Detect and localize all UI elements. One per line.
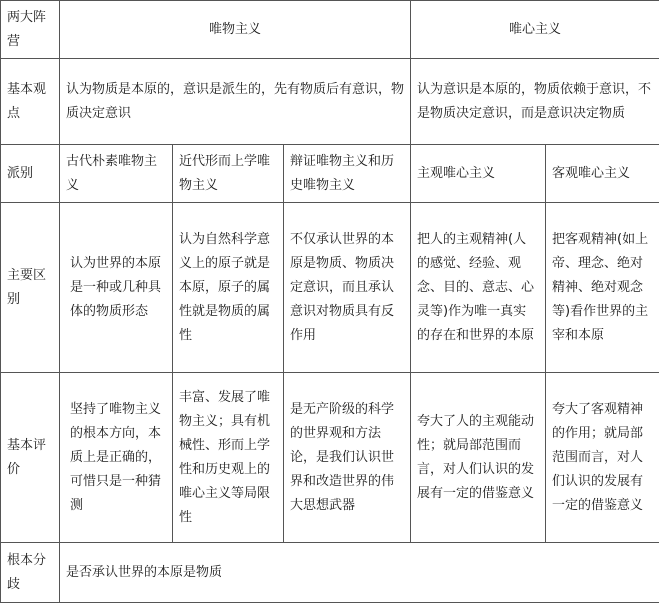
evaluation-label: 基本评价 (1, 373, 60, 543)
main-difference-label: 主要区别 (1, 203, 60, 373)
basic-view-materialism: 认为物质是本原的，意识是派生的，先有物质后有意识，物质决定意识 (60, 59, 411, 145)
materialism-header: 唯物主义 (60, 1, 411, 59)
evaluation-objective: 夸大了客观精神的作用；就局部范围而言，对人们认识的发展有一定的借鉴意义 (546, 373, 659, 543)
fundamental-divergence-text: 是否承认世界的本原是物质 (60, 543, 659, 603)
basic-view-row (1, 59, 659, 145)
main-difference-row (1, 203, 659, 373)
difference-subjective: 把人的主观精神(人的感觉、经验、观念、目的、意志、心灵等)作为唯一真实的存在和世界的本原 (411, 203, 546, 373)
evaluation-subjective: 夸大了人的主观能动性；就局部范围而言，对人们认识的发展有一定的借鉴意义 (411, 373, 546, 543)
evaluation-row (1, 373, 659, 543)
school-subjective-idealism: 主观唯心主义 (411, 145, 546, 203)
evaluation-modern: 丰富、发展了唯物主义；具有机械性、形而上学性和历史观上的唯心主义等局限性 (173, 373, 284, 543)
school-modern-metaphysical-materialism: 近代形而上学唯物主义 (173, 145, 284, 203)
evaluation-dialectical: 是无产阶级的科学的世界观和方法论，是我们认识世界和改造世界的伟大思想武器 (284, 373, 411, 543)
schools-row (1, 145, 659, 203)
basic-view-idealism: 认为意识是本原的，物质依赖于意识，不是物质决定意识，而是意识决定物质 (411, 59, 659, 145)
basic-view-label: 基本观点 (1, 59, 60, 145)
school-dialectical-historical-materialism: 辩证唯物主义和历史唯物主义 (284, 145, 411, 203)
idealism-header: 唯心主义 (411, 1, 659, 59)
difference-modern: 认为自然科学意义上的原子就是本原，原子的属性就是物质的属性 (173, 203, 284, 373)
header-row (1, 1, 659, 59)
school-ancient-naive-materialism: 古代朴素唯物主义 (60, 145, 173, 203)
difference-dialectical: 不仅承认世界的本原是物质、物质决定意识，而且承认意识对物质具有反作用 (284, 203, 411, 373)
school-objective-idealism: 客观唯心主义 (546, 145, 659, 203)
schools-label: 派别 (1, 145, 60, 203)
camp-header: 两大阵营 (1, 1, 60, 59)
fundamental-divergence-row (1, 543, 659, 603)
difference-ancient: 认为世界的本原是一种或几种具体的物质形态 (60, 203, 173, 373)
evaluation-ancient: 坚持了唯物主义的根本方向，本质上是正确的，可惜只是一种猜测 (60, 373, 173, 543)
difference-objective: 把客观精神(如上帝、理念、绝对精神、绝对观念等)看作世界的主宰和本原 (546, 203, 659, 373)
fundamental-divergence-label: 根本分歧 (1, 543, 60, 603)
